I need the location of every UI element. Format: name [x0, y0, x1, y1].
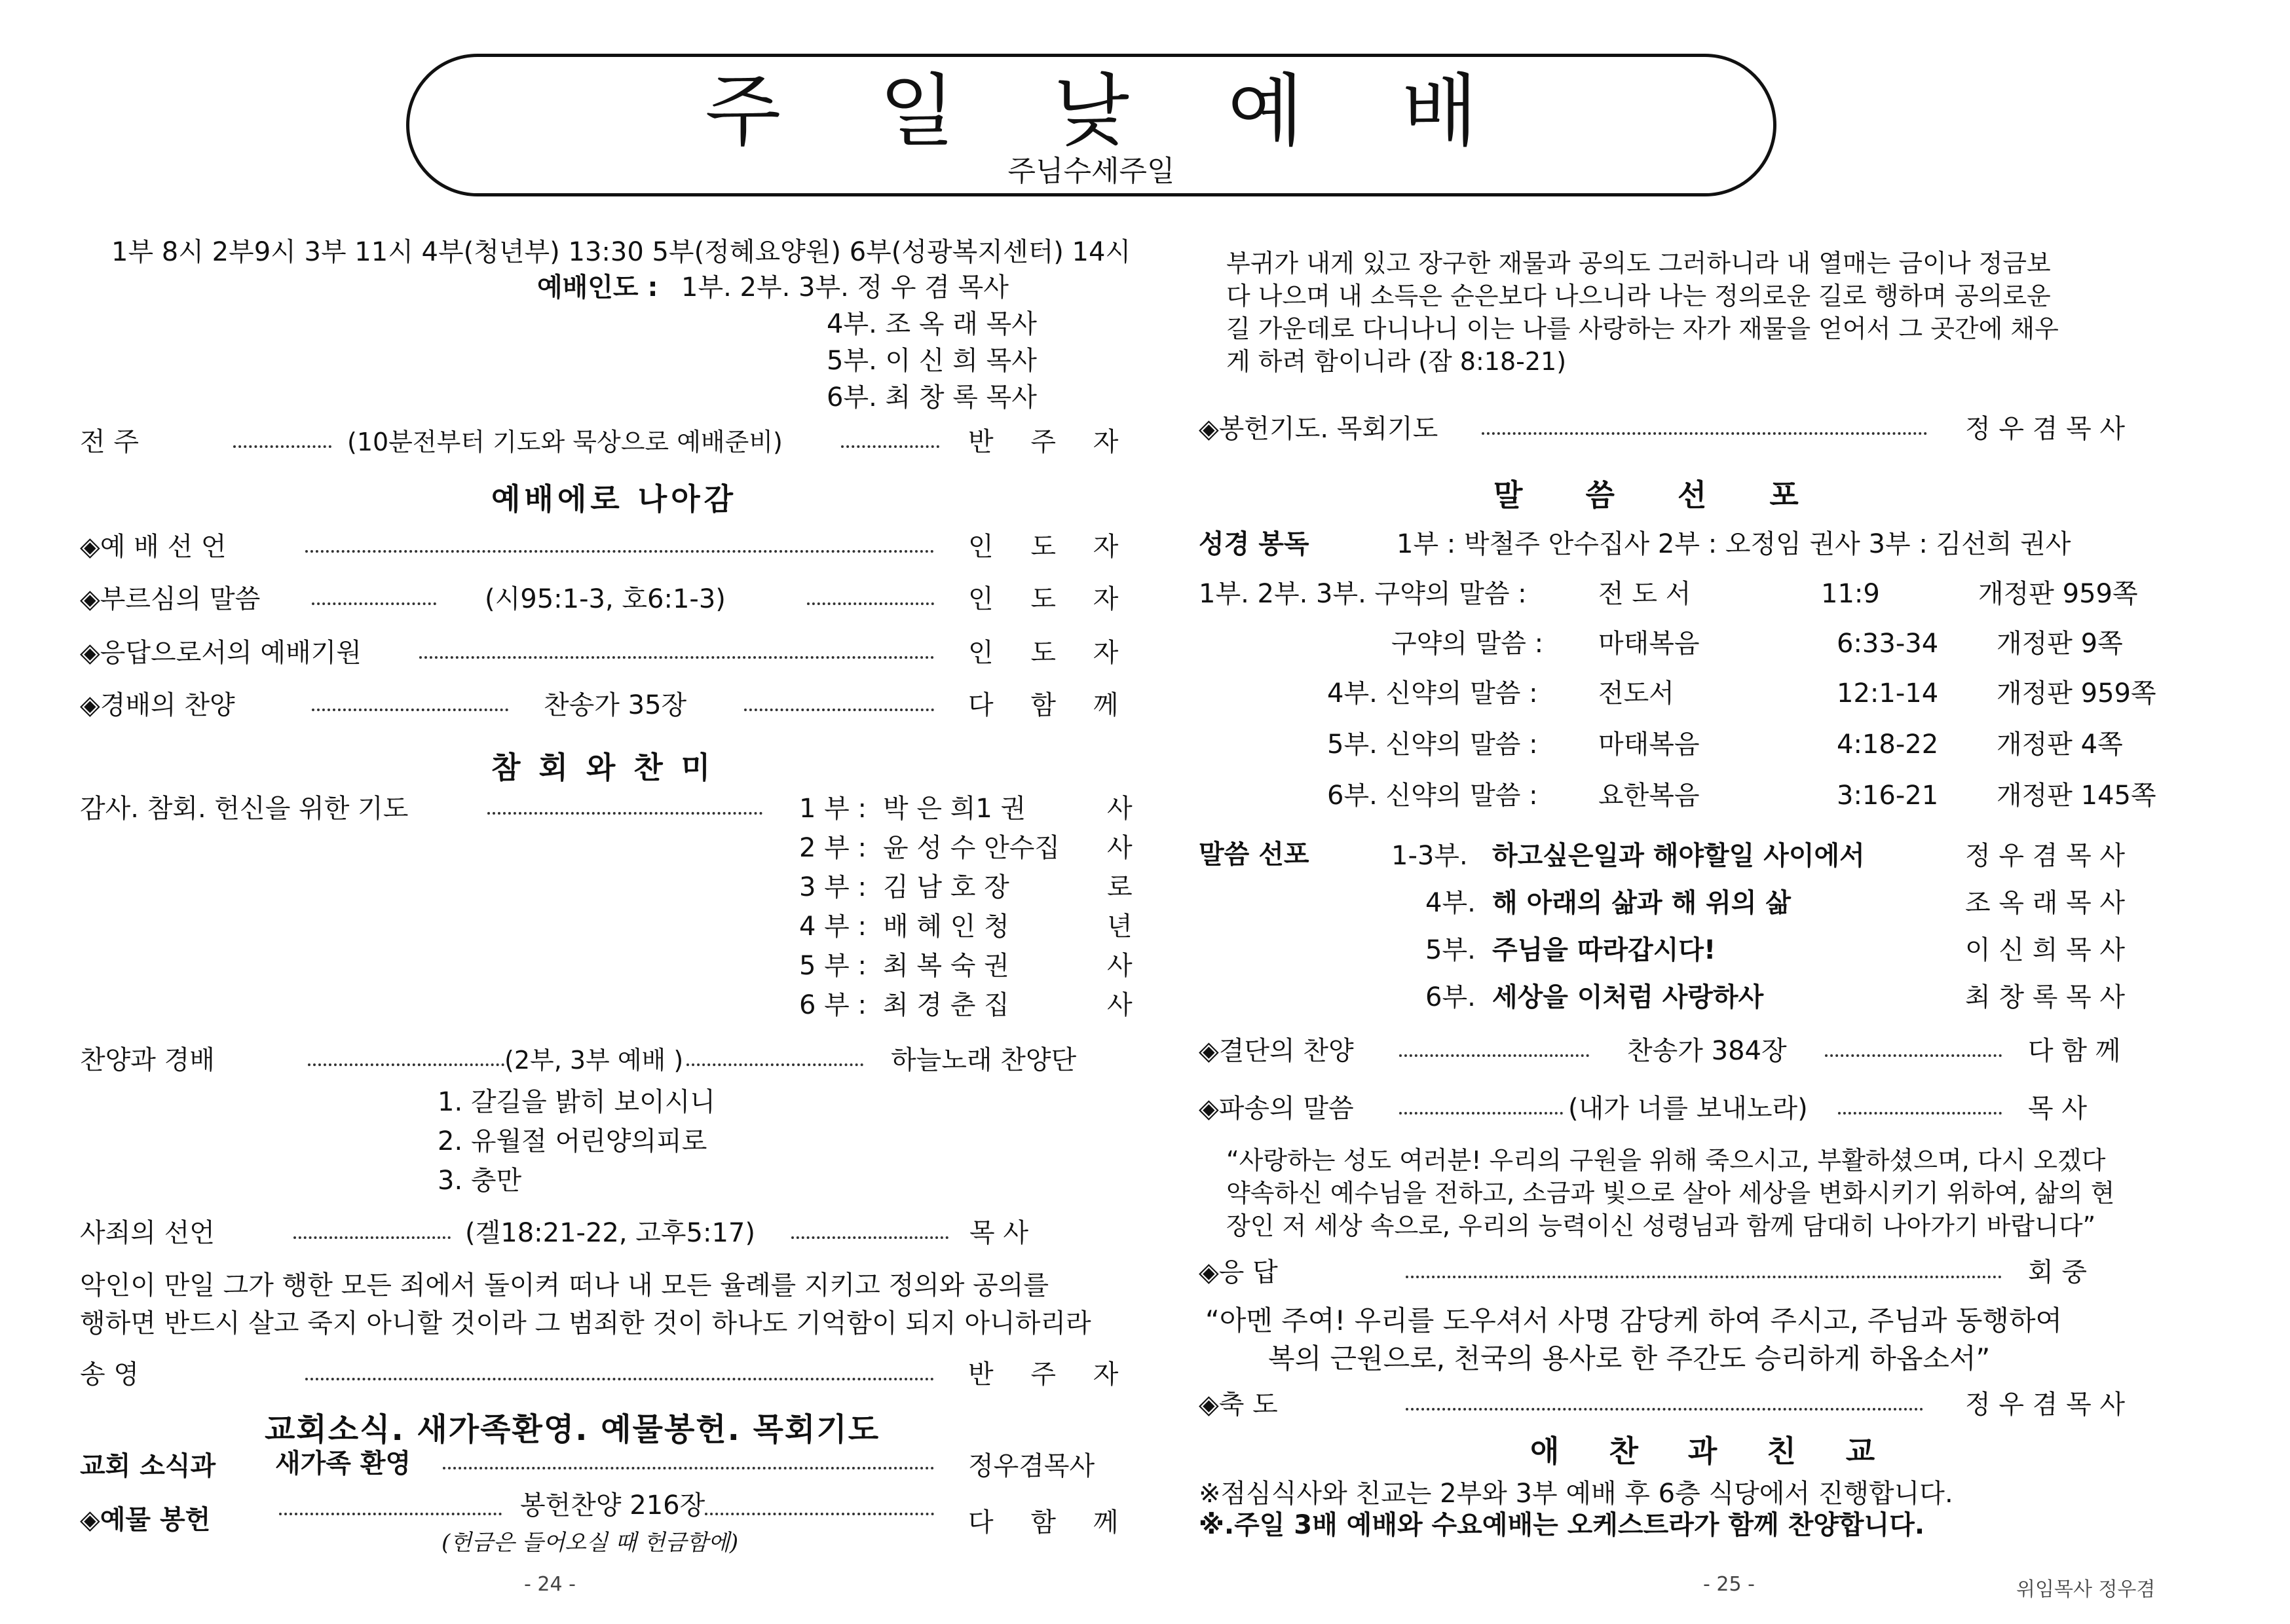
prayer-part: 6 부 :: [799, 990, 867, 1020]
leader-dots: [293, 1236, 451, 1239]
reading-ref: 11:9: [1821, 579, 1880, 609]
sermon-part: 1-3부.: [1391, 841, 1468, 871]
prayer-name: 최 경 춘 집: [883, 990, 1009, 1020]
liturgy-item-who: 인 도 자: [968, 532, 1133, 562]
reading-book: 요한복음: [1598, 781, 1700, 811]
liturgy-item-label: ◈예 배 선 언: [80, 532, 227, 562]
title-box: [406, 54, 1776, 196]
sending-text-1: “사랑하는 성도 여러분! 우리의 구원을 위해 죽으시고, 부활하셨으며, 다시 오겠다: [1226, 1146, 2106, 1175]
reading-book: 전도서: [1598, 678, 1674, 709]
leader-dots: [1825, 1054, 2002, 1057]
reading-ref: 6:33-34: [1837, 629, 1939, 659]
sending-mid: (내가 너를 보내노라): [1568, 1094, 1808, 1124]
sermon-label: 말씀 선포: [1199, 840, 1309, 870]
song-3: 3. 충만: [438, 1166, 522, 1196]
leader-3: 5부. 이 신 희 목사: [827, 346, 1037, 376]
prayer-part: 5 부 :: [799, 951, 867, 981]
response-text-1: “아멘 주여! 우리를 도우셔서 사명 감당케 하여 주시고, 주님과 동행하여: [1205, 1304, 2063, 1337]
leader-2: 4부. 조 옥 래 목사: [827, 309, 1037, 339]
decision-label: ◈결단의 찬양: [1199, 1036, 1354, 1066]
benediction-label: ◈축 도: [1199, 1390, 1278, 1420]
prayer-part: 3 부 :: [799, 872, 867, 902]
reading-label: 성경 봉독: [1199, 529, 1309, 559]
reading-book: 마태복음: [1598, 629, 1700, 659]
prayer-part: 2 부 :: [799, 833, 867, 863]
sermon-title: 주님을 따라갑시다!: [1492, 935, 1716, 965]
scripture-quote-3: 길 가운데로 다니나니 이는 나를 사랑하는 자가 재물을 얻어서 그 곳간에 채우: [1226, 314, 2059, 343]
reading-ref: 12:1-14: [1837, 678, 1939, 709]
liturgy-item-label: ◈경배의 찬양: [80, 690, 235, 720]
reading-edition: 개정판 145쪽: [1997, 781, 2156, 811]
page-title: 주일낮예배: [705, 66, 1576, 157]
reading-part: 4부. 신약의 말씀 :: [1327, 678, 1538, 709]
liturgy-item-label: ◈응답으로서의 예배기원: [80, 638, 362, 668]
leader-dots: [443, 1467, 934, 1469]
offer-prayer-who: 정 우 겸 목 사: [1965, 414, 2126, 444]
sending-text-2: 약속하신 예수님을 전하고, 소금과 빛으로 살아 세상을 변화시키기 위하여, 삶의 현: [1226, 1179, 2115, 1208]
prelude-desc: (10분전부터 기도와 묵상으로 예배준비): [347, 428, 783, 456]
sending-text-3: 장인 저 세상 속으로, 우리의 능력이신 성령님과 함께 담대히 나아가기 바랍니다”: [1226, 1211, 2096, 1240]
reading-part: 5부. 신약의 말씀 :: [1327, 729, 1538, 760]
sermon-part: 5부.: [1425, 935, 1476, 965]
sermon-part: 4부.: [1425, 888, 1476, 918]
response-label: ◈응 답: [1199, 1257, 1278, 1287]
doxology-label: 송 영: [80, 1359, 139, 1390]
leader-dots: [308, 1063, 504, 1066]
pastor-signature: 위임목사 정우겸: [2016, 1578, 2156, 1601]
leader-dots: [841, 445, 939, 448]
prayer-label: 감사. 참회. 헌신을 위한 기도: [80, 794, 409, 824]
leader-dots: [305, 1378, 934, 1380]
response-text-2: 복의 근원으로, 천국의 용사로 한 주간도 승리하게 하옵소서”: [1268, 1342, 1991, 1375]
page-number-right: - 25 -: [1703, 1573, 1755, 1596]
sending-who: 목 사: [2028, 1094, 2087, 1124]
section-heading-word: 말 씀 선 포: [1493, 477, 1825, 513]
leader-dots: [233, 445, 331, 448]
reading-book: 전 도 서: [1598, 579, 1691, 609]
prayer-name: 최 복 숙 권: [883, 951, 1009, 981]
offer-prayer-label: ◈봉헌기도. 목회기도: [1199, 414, 1438, 444]
prayer-part: 1 부 :: [799, 794, 867, 824]
scripture-quote-1: 부귀가 내게 있고 장구한 재물과 공의도 그러하니라 내 열매는 금이나 정금보: [1226, 249, 2051, 278]
page-subtitle: 주님수세주일: [1007, 155, 1175, 188]
leader-1: 1부. 2부. 3부. 정 우 겸 목사: [681, 272, 1009, 303]
reading-edition: 개정판 959쪽: [1997, 678, 2156, 709]
leader-dots: [305, 550, 934, 553]
leader-dots: [791, 1236, 948, 1239]
sermon-part: 6부.: [1425, 982, 1476, 1012]
absolution-who: 목 사: [969, 1218, 1028, 1248]
liturgy-item-mid: 찬송가 35장: [544, 690, 687, 720]
leader-dots: [807, 602, 934, 605]
absolution-text-1: 악인이 만일 그가 행한 모든 죄에서 돌이켜 떠나 내 모든 율례를 지키고 정의와 공의를: [80, 1270, 1049, 1301]
reading-ref: 3:16-21: [1837, 781, 1939, 811]
prayer-title: 년: [1107, 912, 1133, 942]
sermon-preacher: 최 창 록 목 사: [1965, 982, 2126, 1012]
reading-part: 1부. 2부. 3부. 구약의 말씀 :: [1199, 579, 1527, 609]
leader-dots: [686, 1063, 863, 1066]
absolution-label: 사죄의 선언: [80, 1218, 215, 1248]
offering-mid: 봉헌찬양 216장: [520, 1490, 705, 1521]
prayer-name: 배 혜 인 청: [883, 912, 1009, 942]
leader-dots: [312, 709, 508, 711]
leader-dots: [1838, 1112, 2002, 1115]
praise-label: 찬양과 경배: [80, 1045, 215, 1075]
leader-dots: [1406, 1408, 1923, 1411]
decision-mid: 찬송가 384장: [1627, 1036, 1787, 1066]
section-heading-approach: 예배에로 나아감: [491, 481, 738, 517]
absolution-text-2: 행하면 반드시 살고 죽지 아니할 것이라 그 범죄한 것이 하나도 기억함이 되지 아니하리라: [80, 1308, 1091, 1338]
sending-label: ◈파송의 말씀: [1199, 1094, 1354, 1124]
liturgy-item-label: ◈부르심의 말씀: [80, 584, 261, 614]
leader-dots: [419, 656, 934, 659]
sermon-title: 하고싶은일과 해야할일 사이에서: [1492, 841, 1865, 871]
leader-4: 6부. 최 창 록 목사: [827, 382, 1037, 413]
liturgy-item-who: 인 도 자: [968, 584, 1133, 614]
sermon-preacher: 조 옥 래 목 사: [1965, 888, 2126, 918]
sermon-preacher: 이 신 희 목 사: [1965, 935, 2126, 965]
leader-dots: [279, 1513, 502, 1515]
leader-dots: [312, 602, 436, 605]
song-1: 1. 갈길을 밝히 보이시니: [438, 1087, 716, 1117]
reading-edition: 개정판 9쪽: [1997, 629, 2123, 659]
prayer-title: 사: [1107, 794, 1133, 824]
section-heading-news: 교회소식. 새가족환영. 예물봉헌. 목회기도: [265, 1411, 880, 1448]
song-2: 2. 유월절 어린양의피로: [438, 1126, 707, 1156]
praise-who: 하늘노래 찬양단: [891, 1045, 1077, 1075]
prayer-title: 사: [1107, 990, 1133, 1020]
scripture-quote-4: 게 하려 함이니라 (잠 8:18-21): [1226, 347, 1567, 376]
service-schedule: 1부 8시 2부9시 3부 11시 4부(청년부) 13:30 5부(정혜요양원) 6부(성광복지센터) 14시: [111, 237, 1131, 267]
leader-dots: [705, 1513, 934, 1515]
notice-1: ※점심식사와 친교는 2부와 3부 예배 후 6층 식당에서 진행합니다.: [1199, 1479, 1953, 1509]
leader-dots: [1406, 1276, 2002, 1278]
leader-dots: [1482, 432, 1927, 435]
news-who: 정우겸목사: [968, 1451, 1095, 1481]
reading-part: 6부. 신약의 말씀 :: [1327, 781, 1538, 811]
absolution-mid: (겔18:21-22, 고후5:17): [465, 1218, 755, 1248]
offering-label: ◈예물 봉헌: [80, 1505, 211, 1535]
prayer-name: 김 남 호 장: [883, 872, 1009, 902]
response-who: 회 중: [2028, 1257, 2087, 1287]
liturgy-item-who: 인 도 자: [968, 638, 1133, 668]
readers: 1부 : 박철주 안수집사 2부 : 오정임 권사 3부 : 김선희 권사: [1397, 529, 2071, 559]
benediction-who: 정 우 겸 목 사: [1965, 1390, 2126, 1420]
prayer-part: 4 부 :: [799, 912, 867, 942]
section-heading-repentance: 참 회 와 찬 미: [491, 750, 715, 785]
reading-book: 마태복음: [1598, 729, 1700, 760]
leader-dots: [1399, 1112, 1563, 1115]
leaders-label: 예배인도 :: [537, 272, 658, 303]
leader-dots: [1399, 1054, 1589, 1057]
sermon-preacher: 정 우 겸 목 사: [1965, 841, 2126, 871]
reading-ref: 4:18-22: [1837, 729, 1939, 760]
prayer-title: 사: [1107, 833, 1133, 863]
prelude-who: 반 주 자: [968, 427, 1133, 457]
prayer-title: 사: [1107, 951, 1133, 981]
sermon-title: 해 아래의 삶과 해 위의 삶: [1492, 888, 1792, 918]
reading-edition: 개정판 4쪽: [1997, 729, 2123, 760]
offering-who: 다 함 께: [968, 1507, 1133, 1538]
doxology-who: 반 주 자: [968, 1359, 1133, 1390]
offering-note: (헌금은 들어오실 때 헌금함에): [441, 1530, 739, 1556]
sermon-title: 세상을 이처럼 사랑하사: [1492, 982, 1764, 1012]
reading-part: 구약의 말씀 :: [1391, 629, 1544, 659]
page-number-left: - 24 -: [524, 1573, 576, 1596]
leader-dots: [744, 709, 934, 711]
notice-2: ※.주일 3배 예배와 수요예배는 오케스트라가 함께 찬양합니다.: [1199, 1510, 1925, 1540]
prelude-label: 전 주: [80, 427, 139, 457]
prayer-title: 로: [1107, 872, 1133, 902]
section-heading-fellowship: 애 찬 과 친 교: [1530, 1433, 1895, 1469]
news-label-1: 교회 소식과: [80, 1451, 216, 1481]
praise-mid: (2부, 3부 예배 ): [504, 1046, 684, 1075]
decision-who: 다 함 께: [2028, 1036, 2121, 1066]
scripture-quote-2: 다 나으며 내 소득은 순은보다 나으니라 나는 정의로운 길로 행하며 공의로운: [1226, 282, 2051, 310]
liturgy-item-mid: (시95:1-3, 호6:1-3): [485, 584, 726, 614]
liturgy-item-who: 다 함 께: [968, 690, 1133, 720]
reading-edition: 개정판 959쪽: [1978, 579, 2138, 609]
prayer-name: 박 은 희1 권: [883, 794, 1026, 824]
news-label-2: 새가족 환영: [275, 1449, 411, 1479]
prayer-name: 윤 성 수 안수집: [883, 833, 1060, 863]
leader-dots: [487, 812, 762, 815]
